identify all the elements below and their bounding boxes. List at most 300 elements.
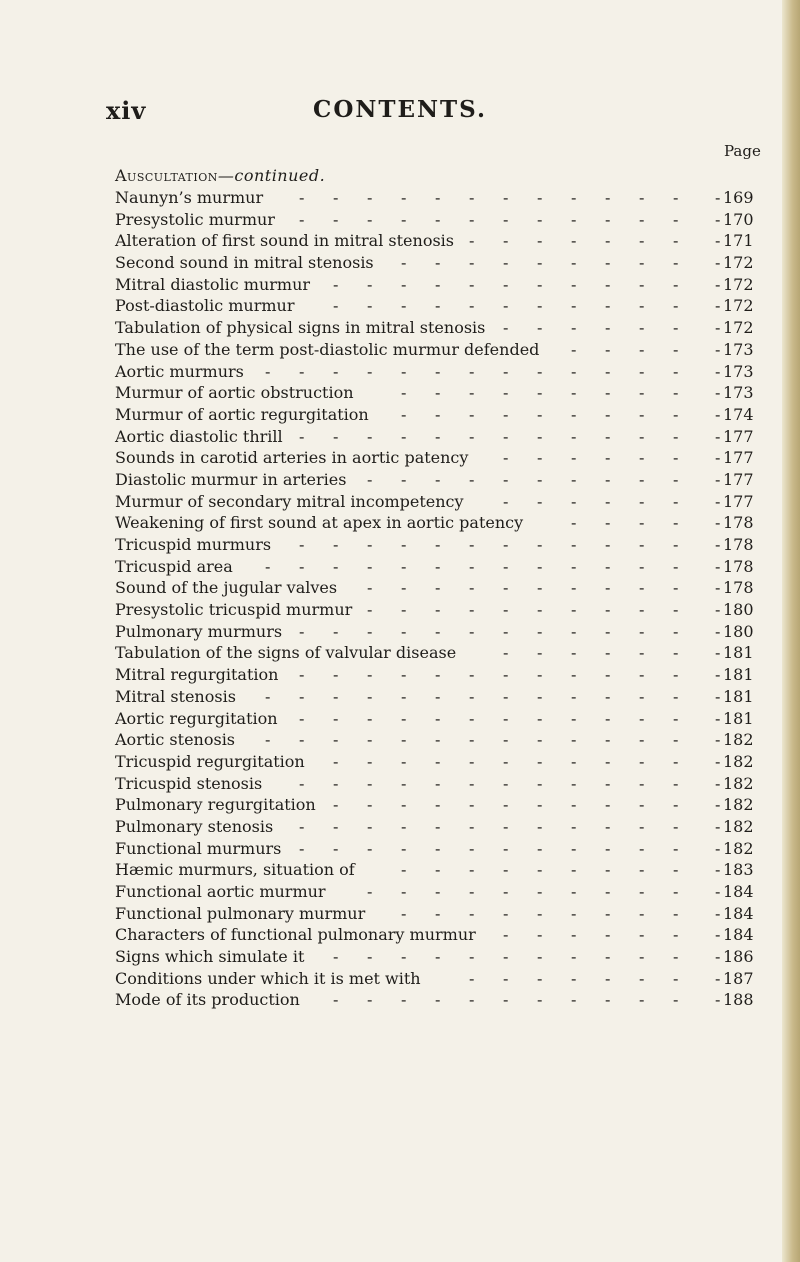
entry-page-number: 174 [723,404,754,424]
leader-dash: - [367,274,373,294]
entry-title: Pulmonary murmurs [115,621,283,641]
leader-dash: - [571,318,577,338]
entry-title: Sounds in carotid arteries in aortic patency [115,448,469,468]
leader-dash: - [605,730,611,750]
leader-dash: - [639,882,645,901]
leader-dash: - [571,882,577,901]
leader-dash: - [571,556,577,576]
contents-entry [115,708,755,730]
leader-dash: - [605,535,611,554]
leader-dash: - [571,773,577,793]
leader-dash: - [435,361,441,381]
section-heading [115,166,325,185]
leader-dash: - [605,188,611,207]
entry-leader-dash: - [715,795,721,815]
leader-dash: - [299,535,305,554]
leader-dash: - [367,578,373,598]
leader-dash: - [333,773,339,793]
leader-dash: - [605,990,611,1010]
leader-dash: - [639,404,645,424]
contents-entry [115,577,755,599]
leader-dash: - [537,578,543,598]
leader-dash: - [503,535,509,554]
leader-dash: - [503,665,509,685]
leader-dash: - [639,903,645,923]
leader-dash: - [503,296,509,316]
leader-dash: - [673,990,679,1010]
leader-dash: - [605,838,611,858]
contents-list [115,187,755,1011]
entry-title: Tricuspid murmurs [115,535,272,554]
section-heading-main: Auscultation [115,166,218,185]
leader-dash: - [367,686,373,706]
leader-dash: - [571,404,577,424]
contents-entry [115,773,755,795]
contents-entry [115,512,755,534]
leader-dash: - [435,404,441,424]
entry-leader-dash: - [715,188,721,207]
entry-leader-dash: - [715,751,721,771]
leader-dash: - [401,361,407,381]
entry-page-number: 172 [723,318,754,338]
leader-dash: - [503,947,509,967]
contents-entry [115,686,755,708]
leader-dash: - [503,600,509,620]
leader-dash: - [605,448,611,468]
entry-title: The use of the term post-diastolic murmur defended [115,339,540,359]
entry-title: Tabulation of the signs of valvular disease [115,643,457,663]
leader-dash: - [435,621,441,641]
leader-dash: - [537,209,543,229]
leader-dash: - [537,751,543,771]
leader-dash: - [571,491,577,511]
leader-dash: - [537,556,543,576]
leader-dash: - [333,751,339,771]
leader-dash: - [435,209,441,229]
leader-dash: - [367,730,373,750]
entry-title: Pulmonary regurgitation [115,795,316,815]
leader-dash: - [537,990,543,1010]
entry-page-number: 178 [723,556,754,576]
leader-dash: - [503,860,509,880]
page-column-label: Page [724,142,761,160]
leader-dash: - [537,383,543,403]
leader-dash: - [333,665,339,685]
leader-dash: - [367,990,373,1010]
entry-leader-dash: - [715,209,721,229]
leader-dash: - [503,621,509,641]
entry-leader-dash: - [715,860,721,880]
entry-title: Weakening of first sound at apex in aortic patency [115,513,524,533]
leader-dash: - [469,556,475,576]
entry-page-number: 172 [723,253,754,273]
leader-dash: - [299,665,305,685]
leader-dash: - [537,426,543,446]
leader-dash: - [639,925,645,945]
leader-dash: - [639,448,645,468]
contents-entry [115,989,755,1011]
leader-dash: - [469,535,475,554]
leader-dash: - [503,383,509,403]
leader-dash: - [673,209,679,229]
entry-leader-dash: - [715,816,721,836]
leader-dash: - [537,882,543,901]
leader-dash: - [673,708,679,728]
entry-title: Functional murmurs [115,838,282,858]
entry-title: Tricuspid stenosis [115,773,263,793]
entry-leader-dash: - [715,621,721,641]
leader-dash: - [503,751,509,771]
leader-dash: - [435,578,441,598]
leader-dash: - [299,686,305,706]
entry-page-number: 177 [723,469,754,489]
entry-page-number: 181 [723,708,754,728]
leader-dash: - [639,643,645,663]
leader-dash: - [333,708,339,728]
leader-dash: - [367,600,373,620]
leader-dash: - [639,665,645,685]
leader-dash: - [265,686,271,706]
entry-title: Mitral diastolic murmur [115,274,311,294]
leader-dash: - [299,730,305,750]
leader-dash: - [333,209,339,229]
leader-dash: - [401,535,407,554]
contents-entry [115,317,755,339]
leader-dash: - [401,600,407,620]
entry-page-number: 178 [723,513,754,533]
leader-dash: - [265,730,271,750]
leader-dash: - [537,296,543,316]
leader-dash: - [571,296,577,316]
leader-dash: - [367,751,373,771]
leader-dash: - [503,686,509,706]
leader-dash: - [333,947,339,967]
leader-dash: - [367,209,373,229]
entry-title: Conditions under which it is met with [115,968,421,988]
entry-title: Tabulation of physical signs in mitral stenosis [115,318,486,338]
leader-dash: - [401,773,407,793]
leader-dash: - [639,274,645,294]
leader-dash: - [605,426,611,446]
contents-entry [115,838,755,860]
leader-dash: - [367,556,373,576]
entry-title: Aortic diastolic thrill [115,426,283,446]
leader-dash: - [367,469,373,489]
leader-dash: - [605,751,611,771]
leader-dash: - [639,773,645,793]
entry-title: Signs which simulate it [115,947,305,967]
entry-title: Murmur of aortic regurgitation [115,404,369,424]
leader-dash: - [571,708,577,728]
leader-dash: - [401,274,407,294]
leader-dash: - [469,903,475,923]
leader-dash: - [503,188,509,207]
leader-dash: - [401,426,407,446]
leader-dash: - [639,513,645,533]
leader-dash: - [673,383,679,403]
leader-dash: - [673,535,679,554]
entry-leader-dash: - [715,535,721,554]
leader-dash: - [537,643,543,663]
leader-dash: - [299,838,305,858]
entry-leader-dash: - [715,318,721,338]
entry-page-number: 182 [723,730,754,750]
leader-dash: - [469,253,475,273]
leader-dash: - [571,231,577,251]
entry-title: Aortic regurgitation [115,708,278,728]
leader-dash: - [537,773,543,793]
contents-entry [115,447,755,469]
entry-title: Post-diastolic murmur [115,296,295,316]
leader-dash: - [639,209,645,229]
leader-dash: - [605,600,611,620]
leader-dash: - [639,621,645,641]
leader-dash: - [469,730,475,750]
entry-title: Aortic stenosis [115,730,236,750]
entry-title: Aortic murmurs [115,361,244,381]
leader-dash: - [469,209,475,229]
leader-dash: - [673,469,679,489]
leader-dash: - [367,361,373,381]
entry-leader-dash: - [715,600,721,620]
leader-dash: - [469,686,475,706]
leader-dash: - [605,513,611,533]
contents-entry [115,426,755,448]
entry-page-number: 177 [723,448,754,468]
leader-dash: - [469,708,475,728]
leader-dash: - [367,535,373,554]
leader-dash: - [401,816,407,836]
leader-dash: - [299,708,305,728]
leader-dash: - [673,556,679,576]
contents-entry [115,794,755,816]
leader-dash: - [469,947,475,967]
entry-title: Naunyn’s murmur [115,188,264,207]
leader-dash: - [605,383,611,403]
leader-dash: - [537,708,543,728]
leader-dash: - [537,860,543,880]
leader-dash: - [333,556,339,576]
leader-dash: - [367,947,373,967]
leader-dash: - [605,274,611,294]
leader-dash: - [537,491,543,511]
leader-dash: - [333,730,339,750]
leader-dash: - [401,188,407,207]
leader-dash: - [469,773,475,793]
leader-dash: - [333,361,339,381]
leader-dash: - [435,469,441,489]
leader-dash: - [435,188,441,207]
leader-dash: - [673,296,679,316]
entry-title: Mitral stenosis [115,686,236,706]
section-heading-suffix: —continued. [217,166,326,185]
leader-dash: - [435,816,441,836]
leader-dash: - [333,274,339,294]
entry-leader-dash: - [715,231,721,251]
leader-dash: - [435,882,441,901]
contents-entry [115,903,755,925]
leader-dash: - [673,491,679,511]
leader-dash: - [639,556,645,576]
leader-dash: - [367,773,373,793]
entry-leader-dash: - [715,947,721,967]
leader-dash: - [537,253,543,273]
entry-title: Pulmonary stenosis [115,816,274,836]
contents-entry [115,209,755,231]
leader-dash: - [503,318,509,338]
contents-entry [115,556,755,578]
leader-dash: - [605,773,611,793]
leader-dash: - [503,708,509,728]
contents-entry [115,534,755,556]
entry-title: Murmur of aortic obstruction [115,383,354,403]
leader-dash: - [673,751,679,771]
leader-dash: - [401,903,407,923]
leader-dash: - [537,361,543,381]
leader-dash: - [605,882,611,901]
leader-dash: - [673,773,679,793]
leader-dash: - [469,665,475,685]
contents-entry [115,404,755,426]
entry-leader-dash: - [715,708,721,728]
leader-dash: - [401,882,407,901]
leader-dash: - [469,990,475,1010]
contents-entry [115,469,755,491]
entry-leader-dash: - [715,556,721,576]
leader-dash: - [605,903,611,923]
contents-entry [115,230,755,252]
entry-leader-dash: - [715,730,721,750]
leader-dash: - [537,665,543,685]
leader-dash: - [639,990,645,1010]
leader-dash: - [673,274,679,294]
leader-dash: - [435,730,441,750]
leader-dash: - [503,730,509,750]
leader-dash: - [571,209,577,229]
entry-leader-dash: - [715,686,721,706]
leader-dash: - [503,795,509,815]
entry-leader-dash: - [715,665,721,685]
leader-dash: - [605,209,611,229]
leader-dash: - [401,947,407,967]
entry-title: Tricuspid regurgitation [115,751,305,771]
leader-dash: - [571,838,577,858]
leader-dash: - [673,426,679,446]
leader-dash: - [503,253,509,273]
leader-dash: - [537,686,543,706]
leader-dash: - [537,903,543,923]
leader-dash: - [673,578,679,598]
leader-dash: - [537,795,543,815]
leader-dash: - [673,231,679,251]
leader-dash: - [503,404,509,424]
entry-title: Second sound in mitral stenosis [115,253,374,273]
contents-entry [115,946,755,968]
leader-dash: - [401,621,407,641]
contents-entry [115,968,755,990]
leader-dash: - [605,404,611,424]
leader-dash: - [367,882,373,901]
leader-dash: - [673,339,679,359]
leader-dash: - [605,578,611,598]
leader-dash: - [299,621,305,641]
leader-dash: - [435,751,441,771]
leader-dash: - [435,838,441,858]
leader-dash: - [333,686,339,706]
entry-page-number: 181 [723,643,754,663]
leader-dash: - [639,188,645,207]
leader-dash: - [673,838,679,858]
leader-dash: - [605,491,611,511]
entry-leader-dash: - [715,925,721,945]
entry-leader-dash: - [715,469,721,489]
leader-dash: - [537,838,543,858]
leader-dash: - [401,686,407,706]
contents-entry [115,361,755,383]
leader-dash: - [571,188,577,207]
leader-dash: - [299,556,305,576]
leader-dash: - [299,816,305,836]
leader-dash: - [435,556,441,576]
entry-page-number: 182 [723,816,754,836]
leader-dash: - [333,535,339,554]
leader-dash: - [537,947,543,967]
leader-dash: - [673,968,679,988]
leader-dash: - [401,708,407,728]
entry-page-number: 184 [723,925,754,945]
leader-dash: - [435,253,441,273]
leader-dash: - [639,339,645,359]
leader-dash: - [571,621,577,641]
leader-dash: - [435,773,441,793]
leader-dash: - [639,426,645,446]
running-head: CONTENTS. [313,96,487,123]
leader-dash: - [503,209,509,229]
leader-dash: - [299,361,305,381]
leader-dash: - [469,968,475,988]
entry-page-number: 173 [723,339,754,359]
leader-dash: - [503,773,509,793]
leader-dash: - [673,404,679,424]
leader-dash: - [469,426,475,446]
entry-title: Hæmic murmurs, situation of [115,860,355,880]
leader-dash: - [673,600,679,620]
leader-dash: - [367,296,373,316]
leader-dash: - [367,838,373,858]
entry-title: Presystolic murmur [115,209,275,229]
entry-leader-dash: - [715,404,721,424]
leader-dash: - [435,296,441,316]
leader-dash: - [435,860,441,880]
leader-dash: - [639,686,645,706]
leader-dash: - [571,339,577,359]
leader-dash: - [503,816,509,836]
leader-dash: - [265,556,271,576]
contents-entry [115,599,755,621]
entry-page-number: 180 [723,621,754,641]
contents-entry [115,881,755,903]
entry-leader-dash: - [715,643,721,663]
leader-dash: - [537,816,543,836]
leader-dash: - [333,795,339,815]
leader-dash: - [435,947,441,967]
entry-page-number: 173 [723,383,754,403]
entry-leader-dash: - [715,274,721,294]
contents-entry [115,274,755,296]
leader-dash: - [605,860,611,880]
entry-leader-dash: - [715,253,721,273]
leader-dash: - [333,426,339,446]
